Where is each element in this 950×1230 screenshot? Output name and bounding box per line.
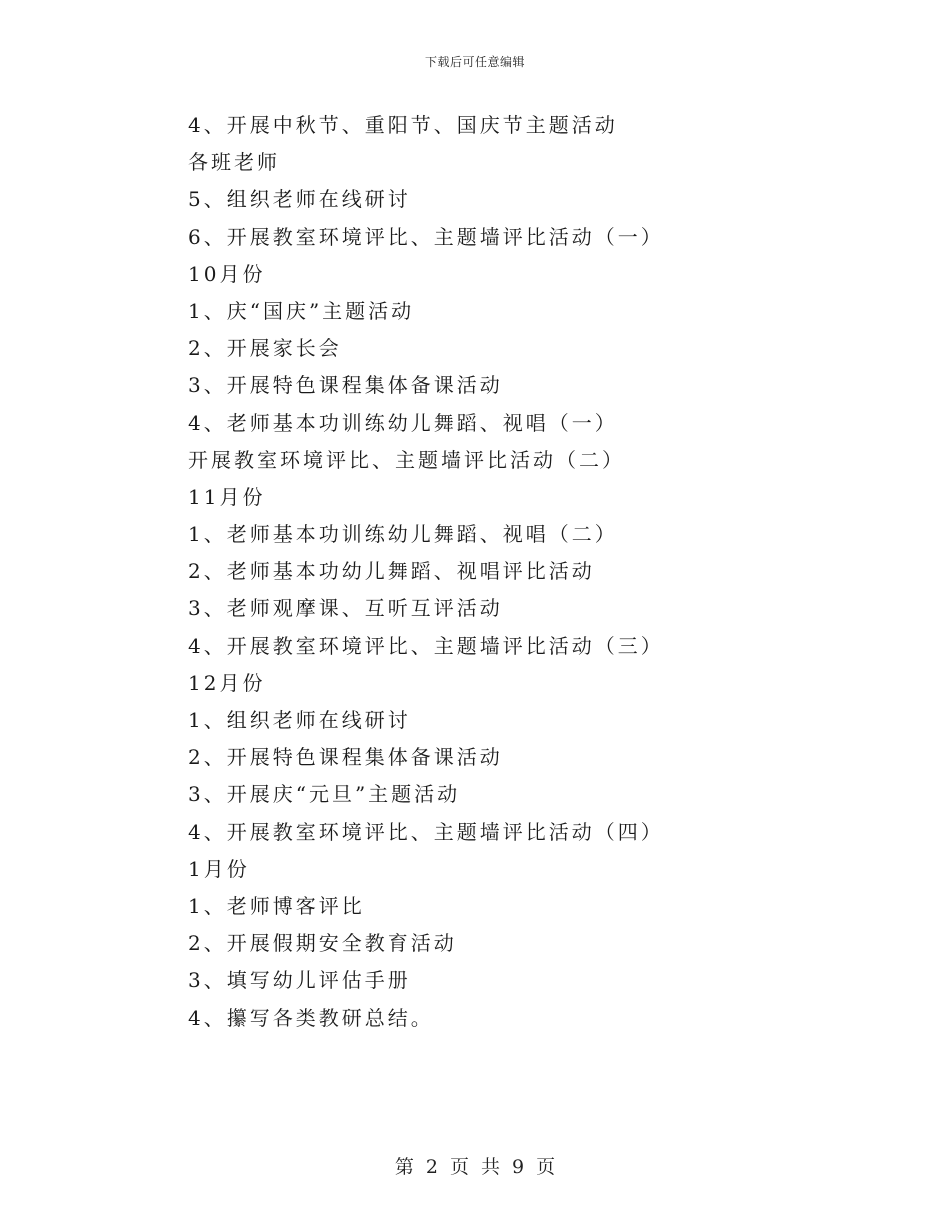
page-number: 第 2 页 共 9 页 [394, 1156, 556, 1178]
page-header: 下载后可任意编辑 [424, 55, 525, 69]
text-line: 2、开展家长会 [188, 336, 342, 361]
text-line: 开展教室环境评比、主题墙评比活动（二） [188, 447, 625, 472]
text-line: 1、庆“国庆”主题活动 [188, 298, 415, 323]
text-line: 2、开展假期安全教育活动 [188, 931, 457, 956]
text-line: 各班老师 [188, 150, 280, 175]
text-line: 5、组织老师在线研讨 [188, 187, 411, 212]
text-line: 3、开展特色课程集体备课活动 [188, 373, 503, 398]
text-line: 4、老师基本功训练幼儿舞蹈、视唱（一） [188, 410, 618, 435]
text-line: 1、老师基本功训练幼儿舞蹈、视唱（二） [188, 522, 618, 547]
text-line: 1、组织老师在线研讨 [188, 708, 411, 732]
text-line: 3、开展庆“元旦”主题活动 [188, 782, 461, 807]
text-line: 3、老师观摩课、互听互评活动 [188, 596, 503, 621]
month-heading: 12月份 [188, 670, 266, 695]
month-heading: 11月份 [188, 484, 266, 509]
text-line: 3、填写幼儿评估手册 [188, 968, 411, 993]
text-line: 2、老师基本功幼儿舞蹈、视唱评比活动 [188, 559, 595, 584]
text-line: 4、开展教室环境评比、主题墙评比活动（三） [188, 633, 664, 658]
month-heading: 1月份 [188, 856, 250, 881]
month-heading: 10月份 [188, 261, 266, 286]
text-line: 4、攥写各类教研总结。 [188, 1005, 434, 1030]
text-line: 4、开展教室环境评比、主题墙评比活动（四） [188, 819, 664, 844]
text-line: 6、开展教室环境评比、主题墙评比活动（一） [188, 224, 664, 249]
document-body [188, 107, 888, 1037]
text-line: 1、老师博客评比 [188, 893, 365, 918]
text-line: 4、开展中秋节、重阳节、国庆节主题活动 [188, 113, 618, 137]
text-line: 2、开展特色课程集体备课活动 [188, 745, 503, 770]
